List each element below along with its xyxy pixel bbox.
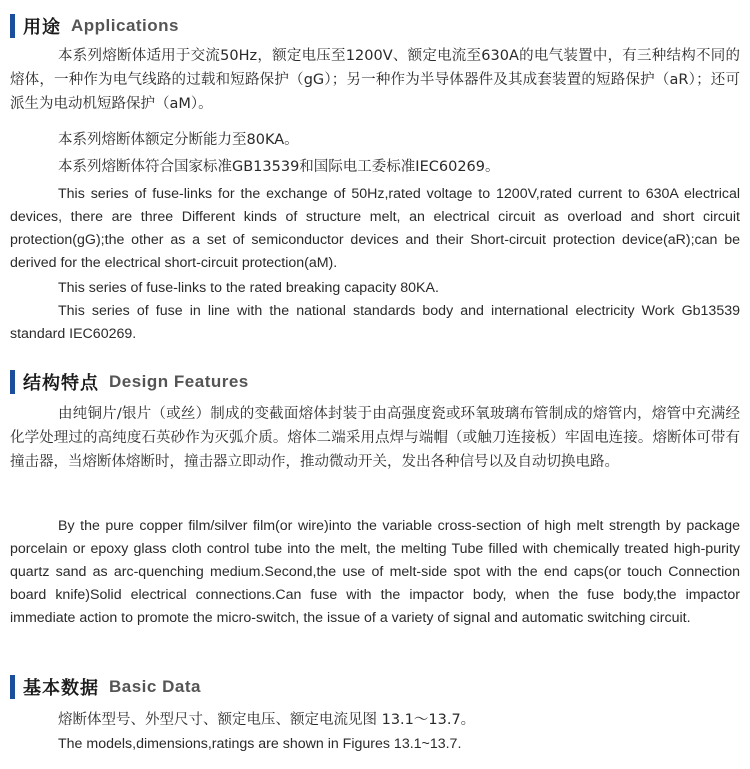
applications-title-cn: 用途: [23, 17, 61, 38]
applications-en-paragraph-2: This series of fuse-links to the rated breaking capacity 80KA.: [58, 280, 439, 296]
applications-heading: [10, 12, 179, 40]
applications-title-en: Applications: [71, 16, 180, 35]
applications-en-paragraph-3: This series of fuse in line with the national standards body and international electricity Work Gb13539 standard IEC60269.: [10, 303, 740, 342]
design-features-heading: [10, 368, 249, 396]
applications-cn-paragraph-2: 本系列熔断体额定分断能力至80KA。: [58, 132, 299, 148]
heading-accent-bar: [10, 14, 15, 38]
heading-accent-bar: [10, 370, 15, 394]
applications-cn-paragraph-3: 本系列熔断体符合国家标准GB13539和国际电工委标准IEC60269。: [58, 159, 500, 175]
design-title-cn: 结构特点: [23, 373, 99, 394]
applications-en-paragraph-1: This series of fuse-links for the exchange of 50Hz,rated voltage to 1200V,rated current to 630A electrical devices, there are three Different kinds of structure melt, an electrical circuit as overload and short circuit protection(gG);the other as a set of semiconductor devices and their Short-circuit protection device(aR);can be derived for the electrical short-circuit protection(aM).: [10, 186, 740, 271]
basic-title-en: Basic Data: [109, 677, 201, 696]
basic-cn-paragraph-1: 熔断体型号、外型尺寸、额定电压、额定电流见图 13.1～13.7。: [58, 712, 476, 728]
applications-cn-paragraph-1: 本系列熔断体适用于交流50Hz，额定电压至1200V、额定电流至630A的电气装置中，有三种结构不同的熔体，一种作为电气线路的过载和短路保护（gG）；另一种作为半导体器件及其成套装置的短路保护（aR）；还可派生为电动机短路保护（aM）。: [10, 48, 740, 112]
basic-title-cn: 基本数据: [23, 678, 99, 699]
design-title-en: Design Features: [109, 372, 249, 391]
basic-data-heading: [10, 673, 201, 701]
basic-en-paragraph-1: The models,dimensions,ratings are shown in Figures 13.1~13.7.: [58, 736, 462, 752]
design-en-paragraph-1: By the pure copper film/silver film(or wire)into the variable cross-section of high melt strength by package porcelain or epoxy glass cloth control tube into the melt, the melting Tube filled with chemically treated high-purity quartz sand as arc-quenching medium.Second,the use of melt-side spot with the end caps(or touch Connection board knife)Solid electrical connections.Can fuse with the impactor body, when the fuse body,the impactor immediate action to promote the micro-switch, the issue of a variety of signal and automatic switching circuit.: [10, 518, 740, 626]
design-cn-paragraph-1: 由纯铜片/银片（或丝）制成的变截面熔体封装于由高强度瓷或环氧玻璃布管制成的熔管内，熔管中充满经化学处理过的高纯度石英砂作为灭弧介质。熔体二端采用点焊与端帽（或触刀连接板）牢固电连接。熔断体可带有撞击器，当熔断体熔断时，撞击器立即动作，推动微动开关，发出各种信号以及自动切换电路。: [10, 406, 740, 470]
heading-accent-bar: [10, 675, 15, 699]
